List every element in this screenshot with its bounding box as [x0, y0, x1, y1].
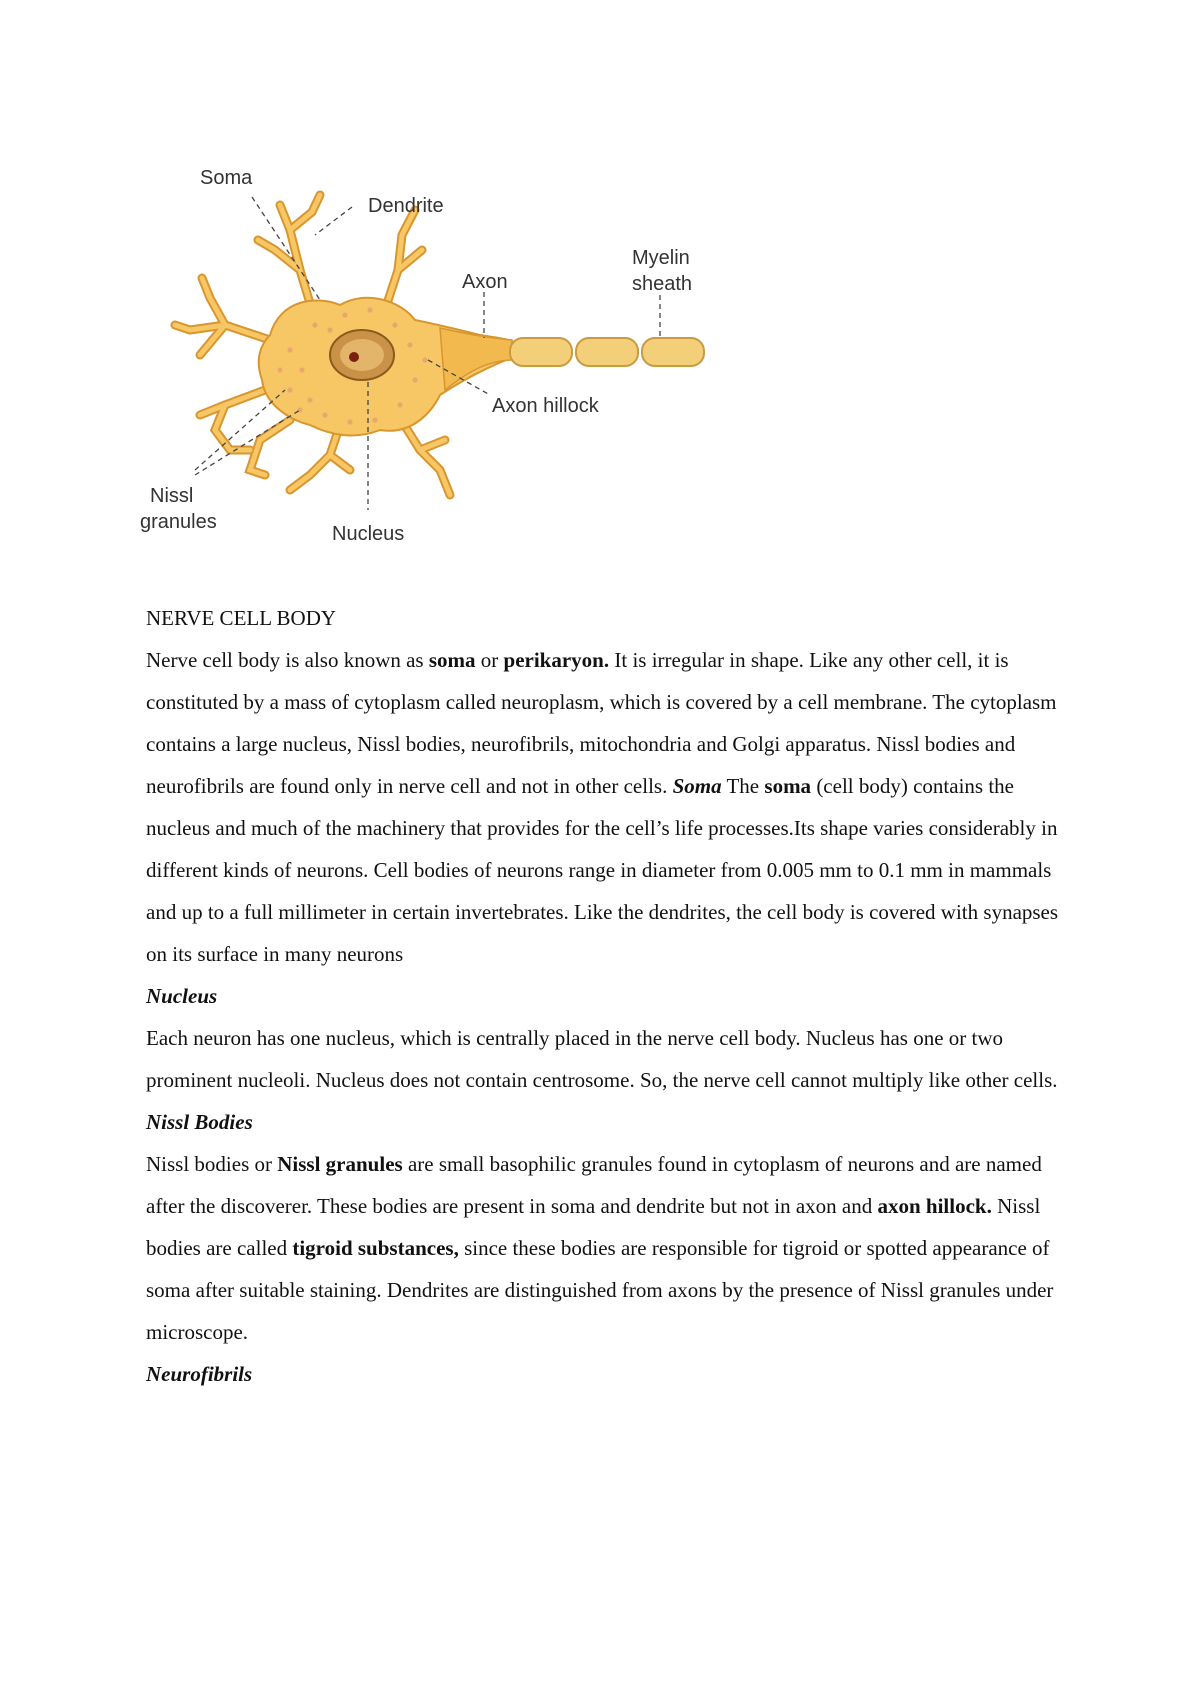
bold-term: Soma	[672, 774, 722, 798]
bold-term: soma	[428, 648, 476, 672]
label-axon: Axon	[462, 271, 508, 293]
label-axon-hillock: Axon hillock	[492, 395, 599, 417]
axon-shape	[440, 328, 512, 390]
intro-paragraph	[146, 639, 1066, 975]
nissl-heading: Nissl Bodies	[146, 1110, 253, 1134]
label-soma: Soma	[200, 167, 253, 189]
myelin-sheath	[510, 338, 704, 366]
label-nissl-1: Nissl	[150, 485, 194, 507]
neuron-diagram	[140, 150, 780, 590]
neuron-svg	[140, 150, 780, 590]
section-title: NERVE CELL BODY	[146, 606, 337, 630]
nucleolus-shape	[349, 352, 359, 362]
text-run: are small basophilic granules found in cytoplasm of neurons and are named after the discoverer. These bodies are present in soma and dendrite but not in axon and	[146, 1152, 1042, 1218]
nucleus-paragraph	[146, 1017, 1066, 1101]
label-myelin-2: sheath	[632, 273, 693, 295]
text-run: Nissl bodies or	[146, 1152, 278, 1176]
text-run: or	[475, 648, 504, 672]
text-run: The	[721, 774, 765, 798]
nissl-paragraph	[146, 1143, 1066, 1353]
text-run: (cell body) contains the nucleus and much of the machinery that provides for the cell’s life processes.Its shape varies considerably in different kinds of neurons. Cell bodies of neurons range in diameter from 0.005 mm to 0.1 mm in mammals and up to a full millimeter in certain invertebrates. Like the dendrites, the cell body is covered with synapses on its surface in many neurons	[146, 774, 1059, 966]
text-run: Nissl bodies are called	[146, 1194, 1041, 1260]
bold-term: axon hillock.	[877, 1194, 992, 1218]
document-body	[146, 597, 1066, 1395]
bold-term: tigroid substances,	[292, 1236, 459, 1260]
text-run: It is irregular in shape. Like any other cell, it is constituted by a mass of cytoplasm called neuroplasm, which is covered by a cell membrane. The cytoplasm contains a large nucleus, Nissl bodies, neurofibrils, mitochondria and Golgi apparatus. Nissl bodies and neurofibrils are found only in nerve cell and not in other cells.	[146, 648, 1057, 798]
neurofibrils-heading: Neurofibrils	[146, 1362, 253, 1386]
text-run: Each neuron has one nucleus, which is centrally placed in the nerve cell body. Nucleus has one or two prominent nucleoli. Nucleus does not contain centrosome. So, the nerve cell cannot multiply like other cells.	[146, 1026, 1058, 1092]
bold-term: Nissl granules	[277, 1152, 403, 1176]
label-nissl-2: granules	[140, 511, 217, 533]
bold-term: soma	[764, 774, 812, 798]
label-nucleus: Nucleus	[332, 523, 405, 545]
label-dendrite: Dendrite	[368, 195, 444, 217]
text-run: since these bodies are responsible for tigroid or spotted appearance of soma after suitable staining. Dendrites are distinguished from axons by the presence of Nissl granules under microscope.	[146, 1236, 1054, 1344]
label-myelin-1: Myelin	[632, 247, 690, 269]
nucleus-heading: Nucleus	[146, 984, 218, 1008]
text-run: Nerve cell body is also known as	[146, 648, 429, 672]
bold-term: perikaryon.	[503, 648, 610, 672]
